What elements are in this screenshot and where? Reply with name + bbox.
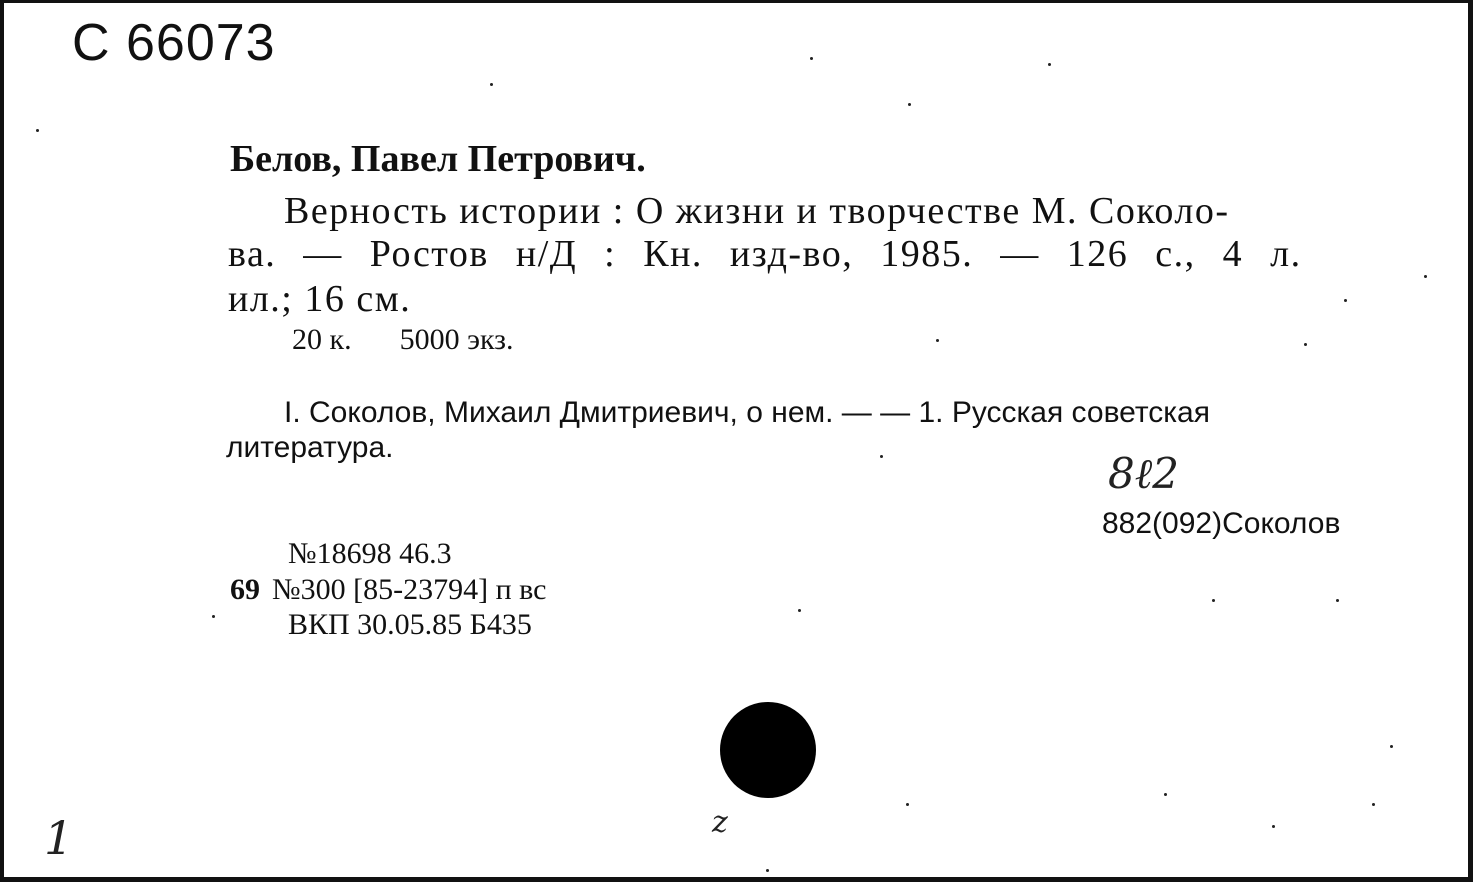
scan-speck — [1164, 793, 1167, 796]
scan-speck — [36, 129, 39, 132]
scan-speck — [906, 803, 909, 806]
price-line — [292, 323, 513, 357]
scan-speck — [880, 455, 883, 458]
subject-headings-line-2: литература. — [226, 431, 394, 464]
description-line-3: ил.; 16 см. — [228, 278, 412, 320]
description-line-1: Верность истории : О жизни и творчестве М. Соколо- — [284, 190, 1230, 232]
scan-speck — [1344, 299, 1347, 302]
scan-speck — [766, 869, 769, 872]
subject-headings-line-1: I. Соколов, Михаил Дмитриевич, о нем. — — 1. Русская советская — [284, 396, 1210, 429]
handwritten-mark: z — [712, 805, 728, 840]
scan-speck — [908, 103, 911, 106]
description-line-2: ва. — Ростов н/Д : Кн. изд-во, 1985. — 126 с., 4 л. — [228, 233, 1302, 275]
scan-speck — [212, 615, 215, 618]
record-line-2 — [230, 573, 546, 607]
scan-speck — [1304, 343, 1307, 346]
scan-speck — [1372, 803, 1375, 806]
scan-speck — [1390, 745, 1393, 748]
scan-speck — [810, 57, 813, 60]
scan-speck — [1424, 275, 1427, 278]
catalog-number: С 66073 — [72, 14, 276, 72]
scan-speck — [1212, 599, 1215, 602]
scan-speck — [936, 339, 939, 342]
scan-speck — [798, 609, 801, 612]
record-line-2-prefix: 69 — [230, 573, 260, 606]
record-line-3: ВКП 30.05.85 Б435 — [288, 608, 532, 641]
punch-hole — [720, 702, 816, 798]
handwritten-page-number: 1 — [44, 811, 74, 865]
print-run: 5000 экз. — [399, 323, 514, 356]
author-heading: Белов, Павел Петрович. — [230, 138, 646, 180]
handwritten-class-code: 8ℓ2 — [1108, 449, 1179, 498]
scan-speck — [1272, 825, 1275, 828]
record-line-1: №18698 46.3 — [288, 537, 452, 570]
price: 20 к. — [292, 323, 352, 356]
classification-mark: 882(092)Соколов — [1102, 507, 1341, 540]
scan-speck — [1336, 599, 1339, 602]
record-line-2-text: №300 [85-23794] п вс — [272, 573, 547, 606]
scan-speck — [1048, 63, 1051, 66]
scan-speck — [490, 83, 493, 86]
